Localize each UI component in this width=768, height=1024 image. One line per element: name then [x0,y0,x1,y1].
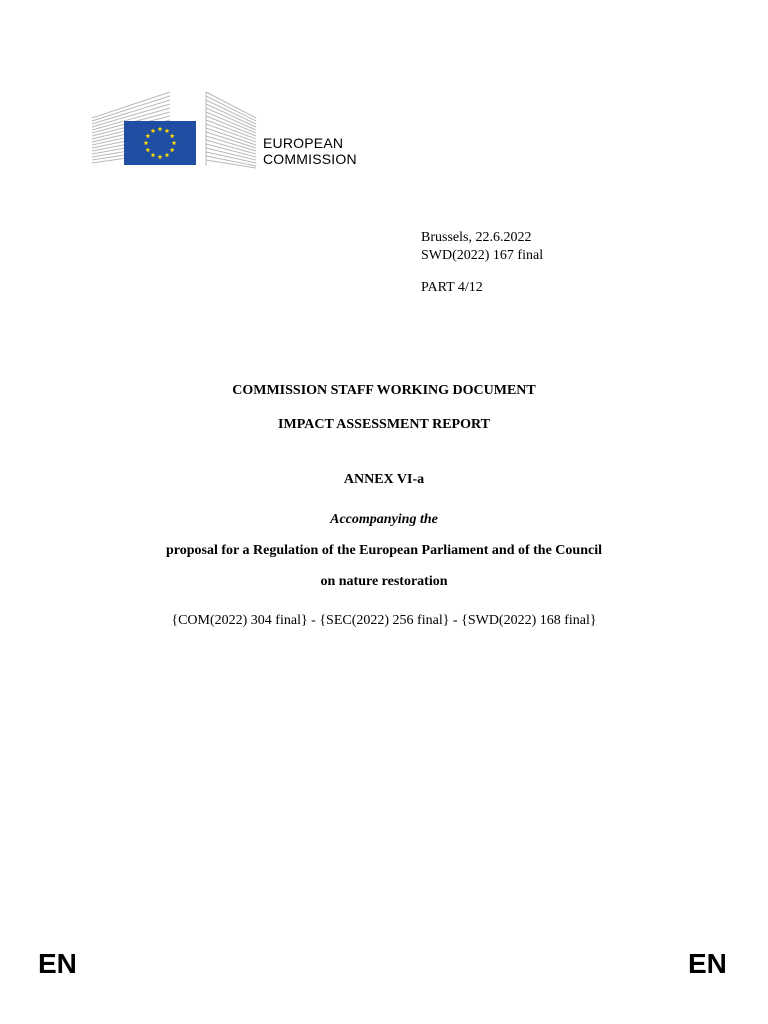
report-title: IMPACT ASSESSMENT REPORT [278,417,490,432]
accompanying-label: Accompanying the [330,512,438,527]
language-marker-left: EN [38,948,77,979]
annex-title: ANNEX VI-a [343,472,425,487]
proposal-title: proposal for a Regulation of the European Parliament and of the Council [166,543,602,558]
proposal-subject: on nature restoration [320,574,448,589]
organisation-name [263,135,357,167]
document-meta [421,229,543,297]
organisation-name-line-2: COMMISSION [263,151,357,167]
organisation-name-line-1: EUROPEAN [263,135,344,151]
european-commission-logo-icon [90,88,260,170]
document-reference: SWD(2022) 167 final [421,248,544,263]
related-references: {COM(2022) 304 final} - {SEC(2022) 256 final} - {SWD(2022) 168 final} [171,613,597,628]
part-number: PART 4/12 [421,280,483,295]
language-marker-right: EN [688,948,727,979]
place-date: Brussels, 22.6.2022 [421,230,532,245]
document-type: COMMISSION STAFF WORKING DOCUMENT [232,383,536,398]
